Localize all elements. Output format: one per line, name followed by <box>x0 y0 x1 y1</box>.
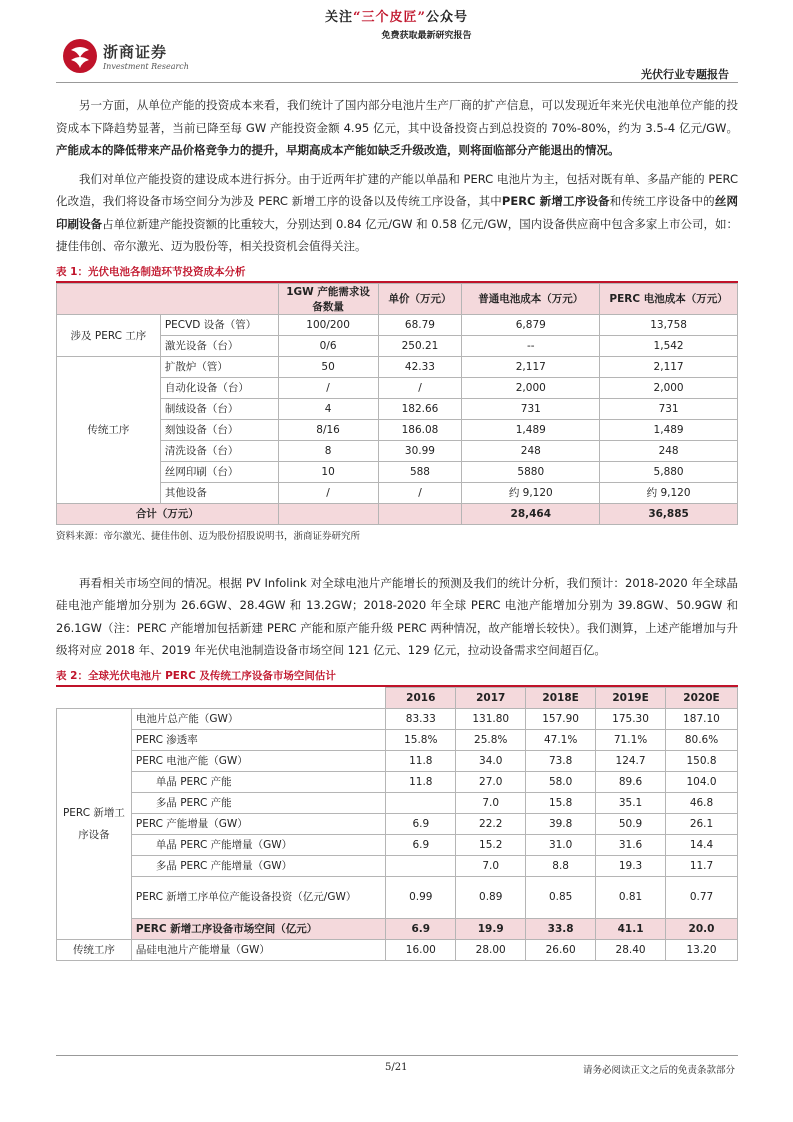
table-cell: 6,879 <box>462 314 600 335</box>
table2-highlight-row <box>57 918 738 939</box>
notice-highlight: “三个皮匠” <box>353 10 426 25</box>
table-cell <box>378 503 462 524</box>
table-cell: 731 <box>462 398 600 419</box>
table-cell: 71.1% <box>596 729 666 750</box>
table-cell: PERC 渗透率 <box>131 729 385 750</box>
logo-en: Investment Research <box>103 62 189 71</box>
table-cell: 1,489 <box>462 419 600 440</box>
table-cell: 1,542 <box>600 335 738 356</box>
table-cell: 131.80 <box>456 708 526 729</box>
table-cell: 清洗设备（台） <box>160 440 278 461</box>
table-cell: 104.0 <box>666 771 738 792</box>
table-row <box>57 356 738 377</box>
table-cell: 13.20 <box>666 939 738 960</box>
table-cell <box>278 503 378 524</box>
table-cell: 42.33 <box>378 356 462 377</box>
table-cell: 31.6 <box>596 834 666 855</box>
table-cell: 8 <box>278 440 378 461</box>
table1-header-price: 单价（万元） <box>378 283 462 314</box>
table-cell: 电池片总产能（GW） <box>131 708 385 729</box>
table-cell: 晶硅电池片产能增量（GW） <box>131 939 385 960</box>
table-cell: 丝网印刷（台） <box>160 461 278 482</box>
table-row <box>57 729 738 750</box>
footer-disclaimer: 请务必阅读正文之后的免责条款部分 <box>582 1065 735 1076</box>
table-cell: 250.21 <box>378 335 462 356</box>
table-cell: 15.2 <box>456 834 526 855</box>
table2-year: 2017 <box>456 687 526 708</box>
table-cell: 14.4 <box>666 834 738 855</box>
table-cell: 83.33 <box>386 708 456 729</box>
table-cell: 激光设备（台） <box>160 335 278 356</box>
table1 <box>56 283 738 525</box>
table-cell: 35.1 <box>596 792 666 813</box>
table-cell: 28,464 <box>462 503 600 524</box>
table-cell: 0.89 <box>456 876 526 918</box>
table-cell: 0.81 <box>596 876 666 918</box>
table-cell: 41.1 <box>596 918 666 939</box>
table-cell: 46.8 <box>666 792 738 813</box>
paragraph-2 <box>56 168 738 258</box>
table-cell: 28.00 <box>456 939 526 960</box>
table2-year: 2016 <box>386 687 456 708</box>
table-cell: 16.00 <box>386 939 456 960</box>
table-cell: PERC 电池产能（GW） <box>131 750 385 771</box>
table2-header-blank <box>57 687 386 708</box>
report-title: 光伏行业专题报告 <box>641 68 729 81</box>
table-cell: 248 <box>462 440 600 461</box>
table2-year: 2018E <box>526 687 596 708</box>
table1-source: 资料来源：帝尔激光、捷佳伟创、迈为股份招股说明书，浙商证券研究所 <box>56 530 361 542</box>
para2-c: 和传统工序设备中的 <box>609 194 715 208</box>
para2-bold-1: PERC 新增工序设备 <box>501 194 610 208</box>
table-cell: 约 9,120 <box>600 482 738 503</box>
table-cell <box>386 792 456 813</box>
table-cell: 8/16 <box>278 419 378 440</box>
para1-bold: 产能成本的降低带来产品价格竞争力的提升，早期高成本产能如缺乏升级改造，则将面临部分产能退出的情况。 <box>56 143 620 157</box>
table-row <box>57 813 738 834</box>
table-cell: 28.40 <box>596 939 666 960</box>
table-cell: 6.9 <box>386 813 456 834</box>
table1-header-blank <box>57 283 279 314</box>
table-cell: 124.7 <box>596 750 666 771</box>
table-cell: 36,885 <box>600 503 738 524</box>
table-cell: 157.90 <box>526 708 596 729</box>
table-cell: 8.8 <box>526 855 596 876</box>
table-cell: 2,000 <box>600 377 738 398</box>
table1-total-row <box>57 503 738 524</box>
table-cell: 2,117 <box>600 356 738 377</box>
para1-text: 另一方面，从单位产能的投资成本来看，我们统计了国内部分电池片生产厂商的扩产信息，可以发现近年来光伏电池单位产能的投资成本下降趋势显著，当前已降至每 GW 产能投资金额 4.95 亿元，其中设备投资占到总投资的 70%-80%，约为 3.5-4 亿元/GW。 <box>56 98 738 135</box>
page-number: 5/21 <box>385 1062 408 1073</box>
table1-header-normal: 普通电池成本（万元） <box>462 283 600 314</box>
table-cell: 34.0 <box>456 750 526 771</box>
para2-a: 我们对单位产能投资的建设成本进行拆分。由于近两年扩建的产能以单晶和 PERC 电池片为主，包括对既有单、多晶产能的 PERC 化改造，我们将设备市场空间分为涉及 PERC 新增工序的设备以及传统工序设备，其中 <box>56 171 738 208</box>
logo-icon <box>62 38 98 74</box>
table2-year: 2019E <box>596 687 666 708</box>
table-cell: 19.9 <box>456 918 526 939</box>
table-cell: PERC 产能增量（GW） <box>131 813 385 834</box>
table-cell: 4 <box>278 398 378 419</box>
table-cell: / <box>378 482 462 503</box>
table-row <box>57 939 738 960</box>
table-cell: 26.1 <box>666 813 738 834</box>
table1-header-qty: 1GW 产能需求设备数量 <box>278 283 378 314</box>
table-cell: 0/6 <box>278 335 378 356</box>
table-cell: 1,489 <box>600 419 738 440</box>
table-cell: 182.66 <box>378 398 462 419</box>
table-cell: 制绒设备（台） <box>160 398 278 419</box>
table-cell: 0.77 <box>666 876 738 918</box>
table2-caption: 表 2：全球光伏电池片 PERC 及传统工序设备市场空间估计 <box>56 668 738 687</box>
logo-cn: 浙商证券 <box>103 43 168 61</box>
table-row <box>57 750 738 771</box>
table-cell: 5880 <box>462 461 600 482</box>
table-cell: 0.85 <box>526 876 596 918</box>
table-cell: 26.60 <box>526 939 596 960</box>
table-cell: PERC 新增工序设备市场空间（亿元） <box>131 918 385 939</box>
table-cell: / <box>278 377 378 398</box>
table-cell: 27.0 <box>456 771 526 792</box>
table-cell: 186.08 <box>378 419 462 440</box>
table-row <box>57 708 738 729</box>
paragraph-3: 再看相关市场空间的情况。根据 PV Infolink 对全球电池片产能增长的预测及我们的统计分析，我们预计：2018-2020 年全球晶硅电池产能增加分别为 26.6GW、28.4GW 和 13.2GW；2018-2020 年全球 PERC 电池产能增加分别为 39.8GW、50.9GW 和 26.1GW（注：PERC 产能增加包括新建 PERC 产能和原产能升级 PERC 两种情况，故产能增长较快）。我们测算，上述产能增加与升级将对应 2018 年、2019 年光伏电池制造设备市场空间 121 亿元、129 亿元，拉动设备需求空间超百亿。 <box>56 575 738 657</box>
table-cell: 2,117 <box>462 356 600 377</box>
table-cell: 0.99 <box>386 876 456 918</box>
table-cell: 20.0 <box>666 918 738 939</box>
table-cell: 15.8% <box>386 729 456 750</box>
company-logo <box>62 38 189 74</box>
table2 <box>56 687 738 961</box>
table-row <box>57 855 738 876</box>
table2-group-traditional: 传统工序 <box>57 939 132 960</box>
table-cell: 50.9 <box>596 813 666 834</box>
table-cell: 19.3 <box>596 855 666 876</box>
table-cell: 588 <box>378 461 462 482</box>
table-cell: 11.8 <box>386 771 456 792</box>
table-cell: / <box>378 377 462 398</box>
table-cell: PECVD 设备（管） <box>160 314 278 335</box>
table-cell: 多晶 PERC 产能增量（GW） <box>131 855 385 876</box>
table-cell: 150.8 <box>666 750 738 771</box>
table-cell: 单晶 PERC 产能增量（GW） <box>131 834 385 855</box>
table2-group-perc: PERC 新增工序设备 <box>57 708 132 939</box>
table-cell: 31.0 <box>526 834 596 855</box>
table-cell: 731 <box>600 398 738 419</box>
table-cell: 22.2 <box>456 813 526 834</box>
table1-header-perc: PERC 电池成本（万元） <box>600 283 738 314</box>
table-cell: 73.8 <box>526 750 596 771</box>
table-cell: 约 9,120 <box>462 482 600 503</box>
table-cell: 58.0 <box>526 771 596 792</box>
table-cell: 15.8 <box>526 792 596 813</box>
table-cell: 89.6 <box>596 771 666 792</box>
table-cell: 11.8 <box>386 750 456 771</box>
table-cell: 13,758 <box>600 314 738 335</box>
notice-text: 关注 <box>325 10 354 25</box>
table-cell: 其他设备 <box>160 482 278 503</box>
table-row <box>57 792 738 813</box>
table-cell: 刻蚀设备（台） <box>160 419 278 440</box>
notice-subtext: 免费获取最新研究报告 <box>381 31 472 41</box>
table1-caption: 表 1：光伏电池各制造环节投资成本分析 <box>56 264 738 283</box>
table-cell: -- <box>462 335 600 356</box>
table-cell: 100/200 <box>278 314 378 335</box>
table-cell: 多晶 PERC 产能 <box>131 792 385 813</box>
content <box>56 94 738 961</box>
table-cell: 30.99 <box>378 440 462 461</box>
top-notice <box>0 6 793 41</box>
table-cell: / <box>278 482 378 503</box>
para2-d: 占单位新建产能投资额的比重较大，分别达到 0.84 亿元/GW 和 0.58 亿元/GW，国内设备供应商中包含多家上市公司，如：捷佳伟创、帝尔激光、迈为股份等，相关投资机会值得关注。 <box>56 216 739 253</box>
table-row <box>57 876 738 918</box>
table2-year: 2020E <box>666 687 738 708</box>
footer-divider <box>56 1055 738 1056</box>
table-cell: 自动化设备（台） <box>160 377 278 398</box>
table-cell: 7.0 <box>456 792 526 813</box>
notice-text-2: 公众号 <box>425 10 468 25</box>
table-cell: 80.6% <box>666 729 738 750</box>
table-cell: 10 <box>278 461 378 482</box>
table1-group-traditional: 传统工序 <box>57 356 161 503</box>
table-cell: 187.10 <box>666 708 738 729</box>
table-row <box>57 771 738 792</box>
table-row <box>57 834 738 855</box>
table-cell: 6.9 <box>386 834 456 855</box>
table-cell: 合计（万元） <box>57 503 279 524</box>
table-cell: 7.0 <box>456 855 526 876</box>
table-cell: 68.79 <box>378 314 462 335</box>
table-row <box>57 314 738 335</box>
table-cell: 33.8 <box>526 918 596 939</box>
table-cell: 6.9 <box>386 918 456 939</box>
table-cell: 175.30 <box>596 708 666 729</box>
table-cell: 11.7 <box>666 855 738 876</box>
table1-group-perc: 涉及 PERC 工序 <box>57 314 161 356</box>
table-cell: 47.1% <box>526 729 596 750</box>
table-cell: 扩散炉（管） <box>160 356 278 377</box>
table-cell: 2,000 <box>462 377 600 398</box>
table-cell: 39.8 <box>526 813 596 834</box>
header-divider <box>56 82 738 83</box>
table-cell: 单晶 PERC 产能 <box>131 771 385 792</box>
table-cell <box>386 855 456 876</box>
table-cell: PERC 新增工序单位产能设备投资（亿元/GW） <box>131 876 385 918</box>
table-cell: 5,880 <box>600 461 738 482</box>
table-cell: 50 <box>278 356 378 377</box>
para2-bold-2: 丝网印刷设备 <box>56 194 738 231</box>
table-cell: 248 <box>600 440 738 461</box>
paragraph-1 <box>56 94 738 162</box>
table-cell: 25.8% <box>456 729 526 750</box>
